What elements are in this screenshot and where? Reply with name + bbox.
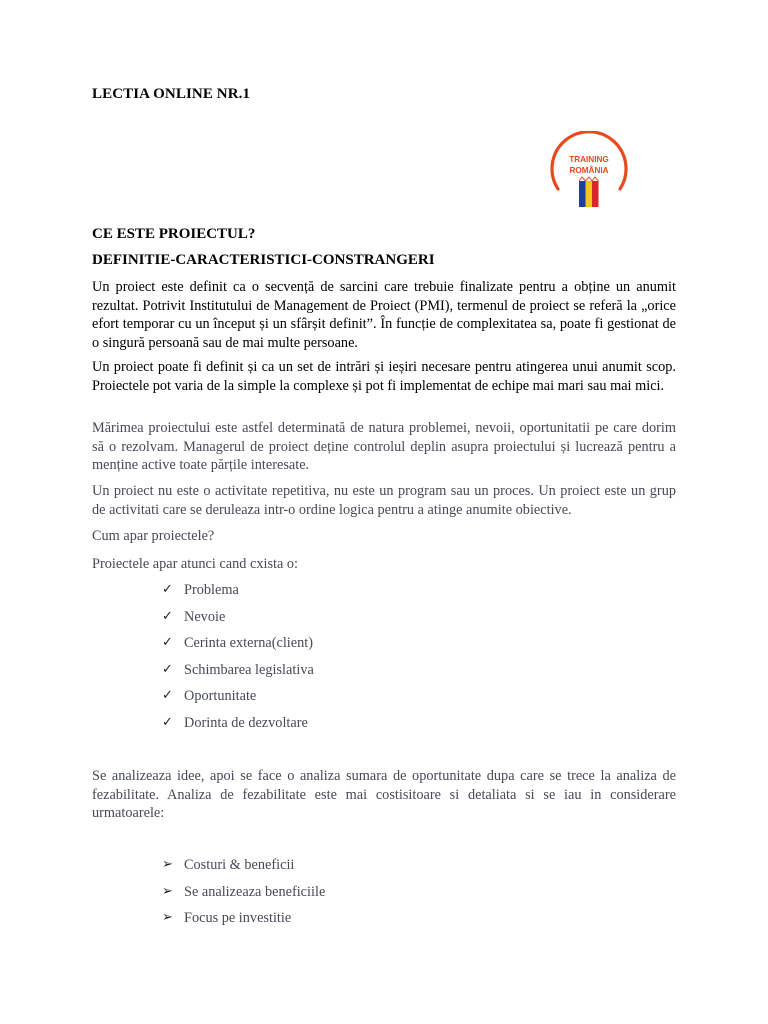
arrow-bullet-icon: ➢ (162, 857, 173, 872)
paragraph-not-repetitive: Un proiect nu este o activitate repetitiva, nu este un program sau un proces. Un proiect este un grup de activitati care se deruleaza intr-o ordine logica pentru a atinge anumite obiective. (92, 483, 676, 518)
flag-stripe-red (592, 181, 599, 207)
list-item-label: Se analizeaza beneficiile (184, 883, 326, 900)
list-item (162, 581, 314, 608)
checkmark-icon: ✓ (162, 714, 173, 730)
list-item (162, 883, 325, 910)
logo-text-line2: ROMÂNIA (569, 166, 609, 175)
list-item-label: Schimbarea legislativa (184, 661, 314, 678)
page-title: LECTIA ONLINE NR.1 (92, 86, 251, 102)
heading-definition: DEFINITIE-CARACTERISTICI-CONSTRANGERI (92, 252, 435, 268)
list-item-label: Oportunitate (184, 688, 257, 705)
paragraph-definition: Un proiect este definit ca o secvență de sarcini care trebuie finalizate pentru a obține un anumit rezultat. Potrivit Institutului de Management de Proiect (PMI), termenul de proiect se referă la „orice efort temporar cu un început și un sfârșit definit”. În funcție de complexitatea sa, poate fi gestionat de o singură persoană sau de mai multe persoane. (92, 279, 676, 351)
list-item-label: Focus pe investitie (184, 910, 292, 927)
paragraph-question: Cum apar proiectele? (92, 528, 215, 544)
list-item-label: Costuri & beneficii (184, 857, 295, 873)
paragraph-inputs-outputs: Un proiect poate fi definit și ca un set de intrări și ieșiri necesare pentru atingerea unui anumit scop. Proiectele pot varia de la simple la complexe și pot fi implementat de echipe mai mari sau mai mici. (92, 359, 676, 394)
list-item (162, 608, 314, 635)
list-item (162, 634, 314, 661)
list-item (162, 714, 314, 741)
list-item (162, 687, 314, 714)
flag-stripe-yellow (586, 181, 593, 207)
checkmark-icon: ✓ (162, 661, 173, 677)
list-item-label: Nevoie (184, 608, 226, 625)
list-item (162, 856, 325, 883)
paragraph-size: Mărimea proiectului este astfel determinată de natura problemei, nevoii, oportunitatii pe care dorim să o rezolvam. Managerul de proiect deține controlul deplin asupra proiectului și lucrează pentru a menține active toate părțile interesate. (92, 420, 676, 474)
checkmark-icon: ✓ (162, 635, 173, 651)
checkmark-icon: ✓ (162, 688, 173, 704)
logo-text-line1: TRAINING (569, 155, 609, 164)
heading-what-is-project: CE ESTE PROIECTUL? (92, 226, 256, 242)
arrow-list (162, 856, 325, 936)
check-list (162, 581, 314, 741)
training-romania-logo (546, 131, 632, 211)
list-item-label: Dorinta de dezvoltare (184, 714, 308, 731)
list-item-label: Problema (184, 582, 239, 598)
list-item (162, 909, 325, 936)
list-item-label: Cerinta externa(client) (184, 635, 314, 652)
checkmark-icon: ✓ (162, 582, 173, 597)
list-item (162, 661, 314, 688)
checkmark-icon: ✓ (162, 608, 173, 624)
arrow-bullet-icon: ➢ (162, 883, 173, 899)
paragraph-when: Proiectele apar atunci cand cxista o: (92, 556, 299, 572)
arrow-bullet-icon: ➢ (162, 910, 173, 926)
paragraph-feasibility: Se analizeaza idee, apoi se face o analiza sumara de oportunitate dupa care se trece la analiza de fezabilitate. Analiza de fezabilitate este mai costisitoare si detaliata si se iau in considerare urmatoarele: (92, 768, 676, 822)
flag-stripe-blue (579, 181, 586, 207)
